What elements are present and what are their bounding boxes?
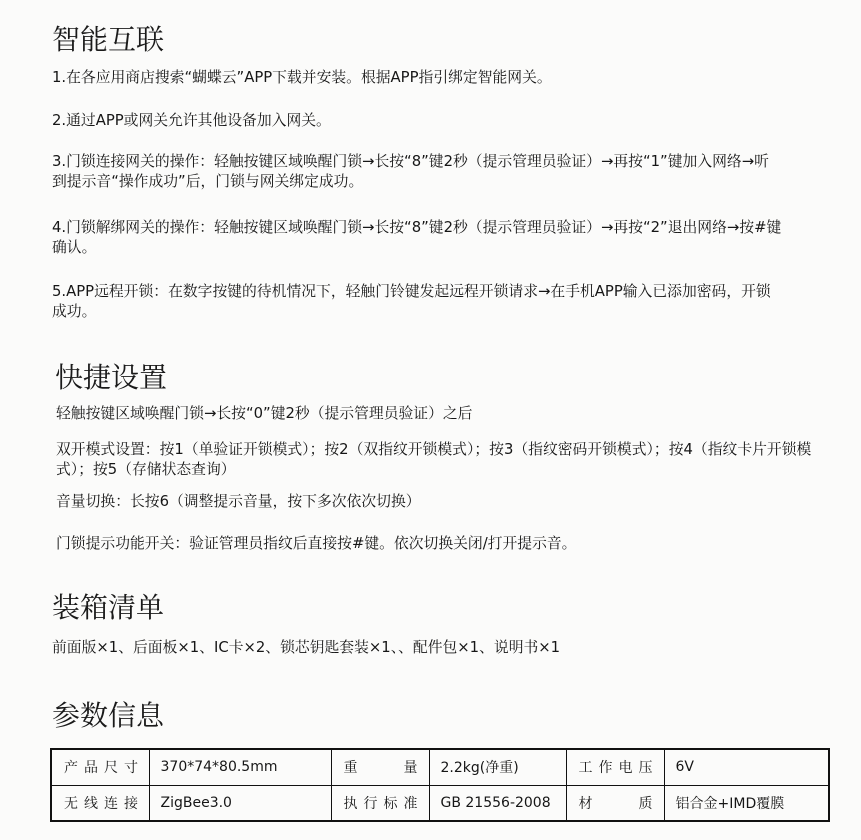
text-line: 式）；按5（存储状态查询） [56, 461, 236, 478]
text-line: 成功。 [52, 303, 97, 320]
spec-value-voltage: 6V [664, 749, 829, 785]
text-line: 1.在各应用商店搜索“蝴蝶云”APP下载并安装。根据APP指引绑定智能网关。 [52, 69, 552, 86]
quick-settings-volume [56, 492, 421, 512]
text-line: 音量切换：长按6（调整提示音量，按下多次依次切换） [56, 493, 421, 510]
spec-value-size: 370*74*80.5mm [149, 749, 331, 785]
section-title-smart-connect: 智能互联 [52, 23, 165, 56]
quick-settings-intro [56, 404, 472, 424]
packing-list-content [52, 638, 560, 658]
text-line: 2.通过APP或网关允许其他设备加入网关。 [52, 112, 331, 129]
spec-row [51, 785, 829, 821]
text-line: 双开模式设置：按1（单验证开锁模式）；按2（双指纹开锁模式）；按3（指纹密码开锁模式）；按4（指纹卡片开锁模 [56, 441, 812, 458]
spec-value-weight: 2.2kg(净重) [429, 749, 566, 785]
spec-value-wireless: ZigBee3.0 [149, 785, 331, 821]
text-line: 门锁提示功能开关：验证管理员指纹后直接按#键。依次切换关闭/打开提示音。 [56, 535, 577, 552]
spec-label-standard: 执行标准 [331, 785, 429, 821]
smart-connect-step-2 [52, 111, 331, 131]
spec-table [50, 748, 830, 822]
spec-label-wireless: 无线连接 [51, 785, 149, 821]
text-line: 前面版×1、后面板×1、IC卡×2、锁芯钥匙套装×1、、配件包×1、说明书×1 [52, 639, 561, 656]
text-line: 5.APP远程开锁：在数字按键的待机情况下，轻触门铃键发起远程开锁请求→在手机APP输入已添加密码，开锁 [52, 283, 771, 300]
section-title-packing-list: 装箱清单 [52, 591, 165, 624]
text-line: 到提示音“操作成功”后，门锁与网关绑定成功。 [52, 173, 364, 190]
spec-value-standard: GB 21556-2008 [429, 785, 566, 821]
spec-value-material: 铝合金+IMD覆膜 [664, 785, 829, 821]
text-line: 3.门锁连接网关的操作：轻触按键区域唤醒门锁→长按“8”键2秒（提示管理员验证）→再按“1”键加入网络→听 [52, 153, 769, 170]
spec-label-material: 材质 [566, 785, 664, 821]
smart-connect-step-1 [52, 68, 552, 88]
text-line: 轻触按键区域唤醒门锁→长按“0”键2秒（提示管理员验证）之后 [56, 405, 473, 422]
quick-settings-dual-mode [56, 440, 811, 480]
text-line: 确认。 [52, 239, 97, 256]
text-line: 4.门锁解绑网关的操作：轻触按键区域唤醒门锁→长按“8”键2秒（提示管理员验证）→再按“2”退出网络→按#键 [52, 219, 782, 236]
spec-label-size: 产品尺寸 [51, 749, 149, 785]
section-title-spec-info: 参数信息 [52, 699, 165, 732]
quick-settings-prompt-toggle [56, 534, 576, 554]
spec-row [51, 749, 829, 785]
smart-connect-step-4 [52, 218, 781, 258]
spec-label-voltage: 工作电压 [566, 749, 664, 785]
spec-label-weight: 重量 [331, 749, 429, 785]
smart-connect-step-5 [52, 282, 771, 322]
smart-connect-step-3 [52, 152, 769, 192]
section-title-quick-settings: 快捷设置 [55, 361, 168, 394]
